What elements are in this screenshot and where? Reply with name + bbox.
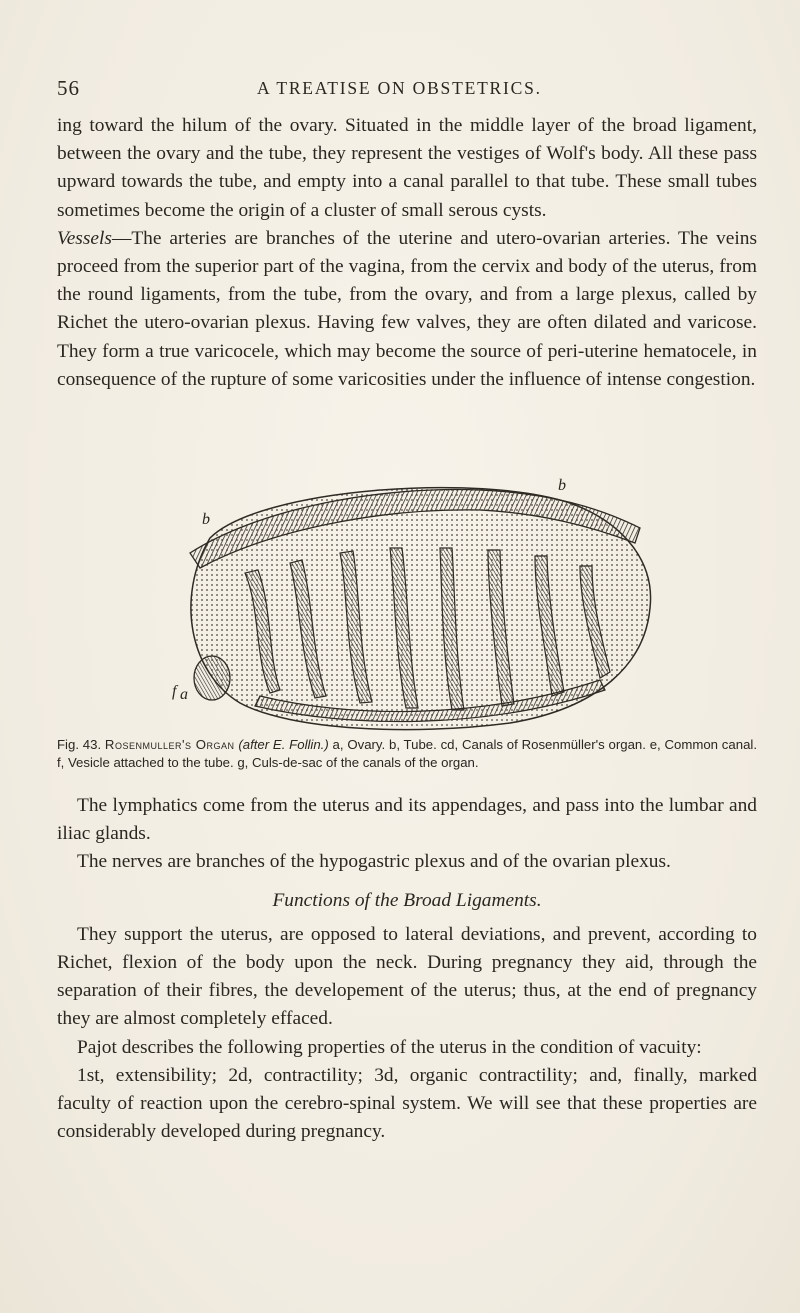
- vesicle: [194, 656, 230, 700]
- paragraph-wolf-body-text: ing toward the hilum of the ovary. Situated in the middle layer of the broad ligament, between the ovary and the tube, they represent the vestiges of Wolf's body. All these pass upward towards the tube, and empty into a canal parallel to that tube. These small tubes sometimes become the origin of a cluster of small serous cysts.: [57, 115, 757, 221]
- caption-organ: Rosenmuller's Organ: [104, 737, 235, 752]
- label-f: f: [172, 683, 177, 700]
- label-a: a: [180, 686, 188, 703]
- engraving-illustration: [150, 468, 680, 733]
- lower-text-block: [57, 792, 757, 1146]
- caption-fig-number: Fig. 43.: [57, 737, 102, 752]
- paragraph-properties: 1st, extensibility; 2d, contractility; 3d, organic contractility; and, finally, marked faculty of reaction upon the cerebro-spinal system. We will see that these properties are considerably developed during pregnancy.: [57, 1064, 757, 1143]
- caption-legend: a, Ovary. b, Tube. cd, Canals of Rosenmüller's organ. e, Common canal. f, Vesicle attached to the tube. g, Culs-de-sac of the canals of the organ.: [57, 737, 757, 770]
- caption-after: (after E. Follin.): [238, 737, 329, 752]
- label-b-left: b: [202, 511, 210, 528]
- paragraph-support: They support the uterus, are opposed to lateral deviations, and prevent, according to Richet, flexion of the body upon the neck. During pregnancy they aid, through the separation of their fibres, the developement of the uterus; thus, at the end of pregnancy they are almost completely effaced.: [57, 923, 757, 1030]
- page-number: 56: [57, 76, 80, 100]
- section-heading: Functions of the Broad Ligaments.: [272, 889, 542, 911]
- vessels-lead: Vessels: [57, 227, 112, 249]
- label-b-right: b: [558, 477, 566, 494]
- paragraph-lymphatics: The lymphatics come from the uterus and its appendages, and pass into the lumbar and iliac glands.: [57, 795, 757, 845]
- vessels-text: —The arteries are branches of the uterine and utero-ovarian arteries. The veins proceed from the superior part of the vagina, from the cervix and body of the uterus, from the round ligaments, from the tube, from the ovary, and from a large plexus, called by Richet the utero-ovarian plexus. Having few valves, they are often dilated and varicose. They form a true varicocele, which may become the source of peri-uterine hematocele, in consequence of the rupture of some varicosities under the influence of intense congestion.: [57, 227, 757, 390]
- running-title: A TREATISE ON OBSTETRICS.: [257, 78, 542, 98]
- paragraph-wolf-body: [57, 112, 757, 394]
- figure-caption: [57, 736, 757, 771]
- paragraph-nerves: The nerves are branches of the hypogastric plexus and of the ovarian plexus.: [77, 851, 671, 873]
- running-head: [57, 76, 760, 102]
- figure-rosenmuller-organ: [150, 468, 680, 733]
- paragraph-pajot: Pajot describes the following properties of the uterus in the condition of vacuity:: [77, 1036, 702, 1058]
